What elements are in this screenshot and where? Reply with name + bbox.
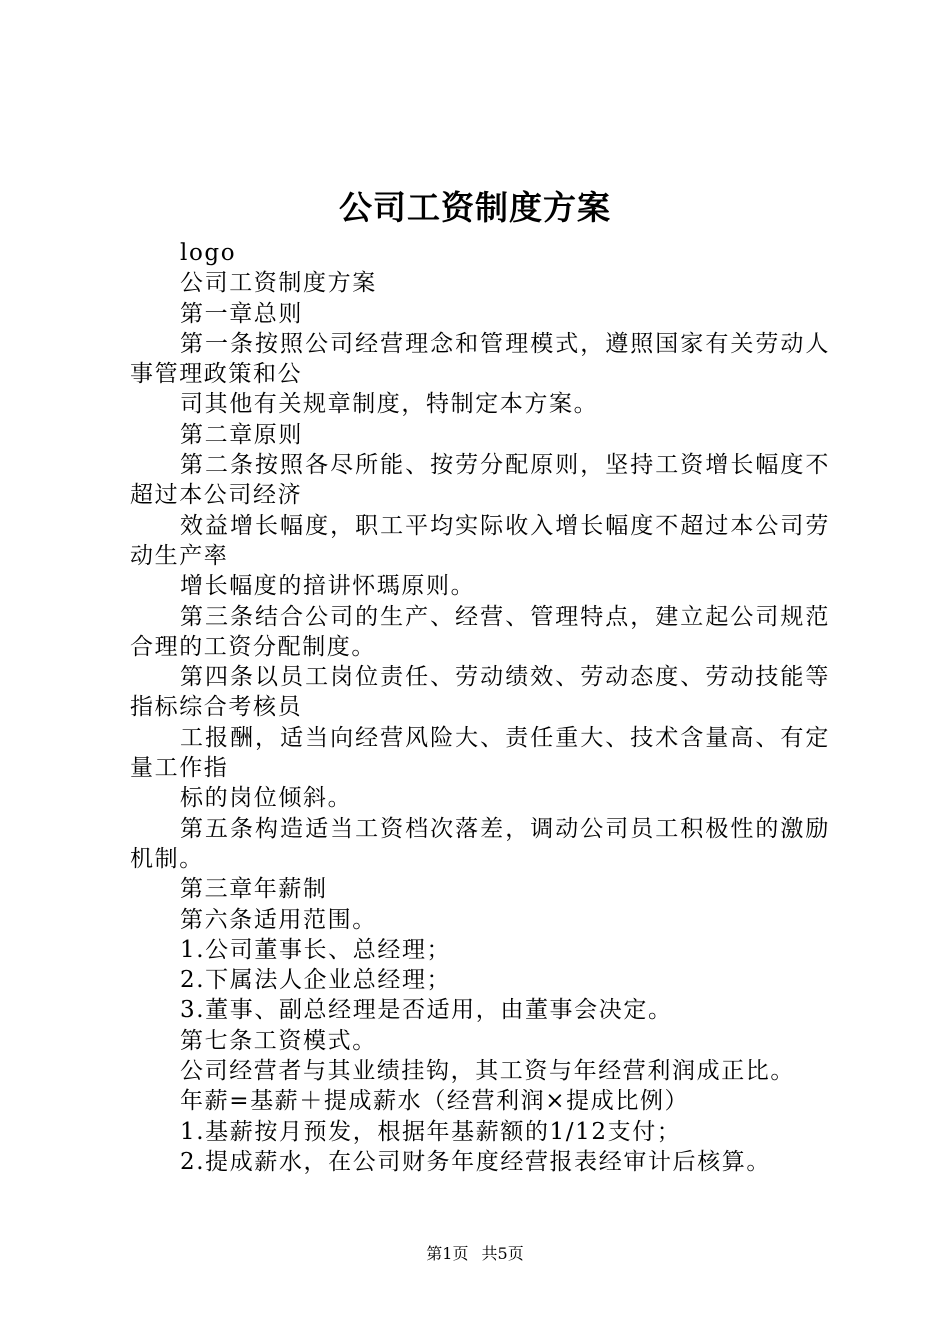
paragraph-subtitle: 公司工资制度方案 [180, 270, 377, 297]
article-1-cont: 司其他有关规章制度，特制定本方案。 [180, 391, 599, 418]
article-1: 第一条按照公司经营理念和管理模式，遵照国家有关劳动人事管理政策和公 [130, 330, 830, 388]
page-total: 共5页 [481, 1244, 524, 1263]
article-4-cont-2: 标的岗位倾斜。 [180, 785, 353, 812]
paragraph-logo: logo [180, 240, 237, 266]
page-number: 第1页 [426, 1244, 469, 1263]
article-5: 第五条构造适当工资档次落差，调动公司员工积极性的激励机制。 [130, 815, 830, 872]
article-7-body: 公司经营者与其业绩挂钩，其工资与年经营利润成正比。 [180, 1058, 795, 1085]
list-item: 2.下属法人企业总经理； [180, 967, 452, 994]
list-item: 1.基薪按月预发，根据年基薪额的1/12支付； [180, 1118, 682, 1145]
list-item: 3.董事、副总经理是否适用，由董事会决定。 [180, 997, 673, 1024]
article-3: 第三条结合公司的生产、经营、管理特点，建立起公司规范合理的工资分配制度。 [130, 603, 830, 660]
salary-formula: 年薪=基薪＋提成薪水（经营利润×提成比例） [180, 1088, 690, 1115]
article-2: 第二条按照各尽所能、按劳分配原则，坚持工资增长幅度不超过本公司经济 [130, 452, 830, 509]
article-2-cont-2: 增长幅度的揞讲怀瑪原则。 [180, 573, 476, 600]
document-body [130, 238, 830, 1177]
chapter-heading-3: 第三章年薪制 [180, 876, 328, 903]
article-4: 第四条以员工岗位责任、劳动绩效、劳动态度、劳动技能等指标综合考核员 [130, 664, 830, 721]
list-item: 1.公司董事长、总经理； [180, 936, 452, 963]
chapter-heading-2: 第二章原则 [180, 421, 303, 448]
document-title: 公司工资制度方案 [339, 188, 611, 227]
article-6: 第六条适用范围。 [180, 906, 377, 933]
chapter-heading-1: 第一章总则 [180, 300, 303, 327]
page-footer [0, 1243, 950, 1265]
article-7: 第七条工资模式。 [180, 1027, 377, 1054]
article-2-cont: 效益增长幅度，职工平均实际收入增长幅度不超过本公司劳动生产率 [130, 512, 830, 569]
list-item: 2.提成薪水，在公司财务年度经营报表经审计后核算。 [180, 1148, 771, 1175]
article-4-cont: 工报酬，适当向经营风险大、责任重大、技术含量高、有定量工作指 [130, 724, 830, 782]
